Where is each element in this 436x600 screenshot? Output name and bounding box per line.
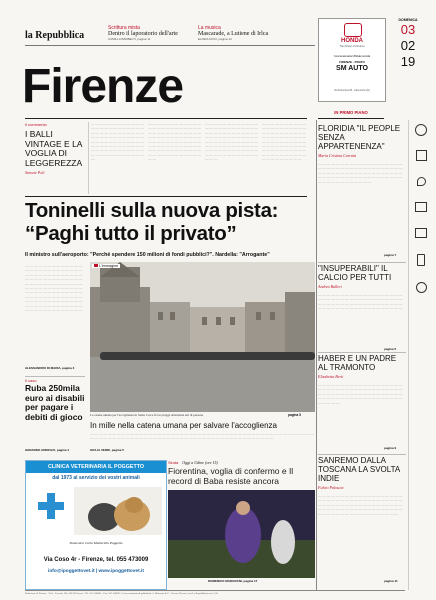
honda-footer: Via Fiorentina 65 - Calenzano (FI) xyxy=(334,89,370,92)
col1-text: Dentro il laporatorio dell'arte xyxy=(108,31,178,37)
masthead-col2 xyxy=(198,25,303,41)
right-s2-author: Andrea Bulleri xyxy=(318,284,342,289)
honda-logo-icon xyxy=(344,23,362,37)
right-story-2 xyxy=(318,264,406,343)
left-title: I BALLI VINTAGE E LA VOGLIA DI LEGGEREZZA xyxy=(25,129,83,168)
col1-title: Scrittura mista xyxy=(108,25,140,31)
right-s1-page: pagina 7 xyxy=(384,253,397,257)
right-s1-title: FLORIDIA "IL PEOPLE SENZA APPARTENENZA" xyxy=(318,124,401,151)
sport-title: Fiorentina, voglia di confermo e Il record di Baba resiste ancora xyxy=(168,466,294,486)
right-s3-author: Elisabetta Berti xyxy=(318,374,344,379)
in-primo-piano: IN PRIMO PIANO xyxy=(334,110,368,115)
right-s3-body: — — — — — — — — — — — — — — — — — — — — — — — — — — — — — — — — — — — — — — — — — — — — — — — — — — — — — — — — — — — — — — — — — — — — — — — — — — — — — — — — — xyxy=(318,383,403,405)
photo-tag xyxy=(92,264,120,268)
camera-icon xyxy=(94,264,98,267)
weather-icon xyxy=(415,124,427,136)
left-body-3: — — — — — — — — — — — — — — — — — — — — — — — — — — — — — — — — — — — — — — — — — — — — — — — — — — — — — — — — — — — — — — — — — — — — — — — — — — — — — — — — — — — — — — — — — — — — — — — — — — — xyxy=(205,122,259,162)
date-block xyxy=(388,18,428,70)
logo: la Repubblica xyxy=(25,30,85,41)
animals-photo xyxy=(74,487,162,535)
rapids-kicker: Il caso xyxy=(25,378,37,383)
sport-byline: DOMENICO MADGRANI, pagina 17 xyxy=(208,579,258,583)
col2-title: La musica xyxy=(198,25,221,31)
sub-body: — — — — — — — — — — — — — — — — — — — — — — — — — — — — — — — — — — — — — — — — — — — — — — — — — — — — — — — — — — — — — — — — — — — — — — — — — — — — — — — — — — — — — — — — — — — xyxy=(90,432,314,441)
right-story-3 xyxy=(318,354,406,441)
rapids-byline: GERARDO ADINOLFI, pagina 4 xyxy=(25,448,70,452)
book-icon xyxy=(415,202,427,212)
sport-story xyxy=(168,460,315,486)
right-s4-title: SANREMO DALLA TOSCANA LA SVOLTA INDIE xyxy=(318,456,400,483)
col2-byline: ELISRA DOCI, pagina 13 xyxy=(198,37,232,41)
phone-icon xyxy=(417,254,425,266)
right-s3-title: HABER E UN PADRE AL TRAMONTO xyxy=(318,354,397,372)
right-s1-author: Maria Cristina Carratù xyxy=(318,153,357,158)
col1-byline: CAMILLA BARBELTI, pagina 11 xyxy=(108,37,151,41)
rapids-title: Ruba 250mila euro ai disabili per pagare i debiti di gioco xyxy=(25,383,85,422)
left-author: Simone Poli xyxy=(25,170,45,175)
vet-title: CLINICA VETERINARIA IL POGGETTO xyxy=(26,461,166,473)
sport-kicker: Sinda xyxy=(168,460,179,465)
photo-tag-label: L'immagine xyxy=(99,264,119,268)
date-day: 03 xyxy=(400,22,416,37)
sport-tag: Oggi a Udine (ore 15) xyxy=(182,460,218,465)
photo-caption xyxy=(90,413,315,417)
photo-caption-text: La catena umana per l'accoglienza in Santa Croce fra le piogge abbondate ieri di persone xyxy=(90,413,204,417)
right-s1-body: — — — — — — — — — — — — — — — — — — — — — — — — — — — — — — — — — — — — — — — — — — — — — — — — — — — — — — — — — — — — — — — — — — — — — — — — — — — — — — — — — — — — — — — — xyxy=(318,162,403,184)
right-s4-body: — — — — — — — — — — — — — — — — — — — — — — — — — — — — — — — — — — — — — — — — — — — — — — — — — — — — — — — — — — — — — — — — — — — — — — — — — — — — — — — — — — — — — — — — — — — — — — xyxy=(318,494,403,516)
right-s2-body: — — — — — — — — — — — — — — — — — — — — — — — — — — — — — — — — — — — — — — — — — — — — — — — — — — — — — — — — — — — — — — — — — — — — — — — — — — — — xyxy=(318,293,403,311)
rapids-story xyxy=(25,378,87,422)
icon-column xyxy=(410,122,432,309)
sub-byline: GIULIA VERDI, pagina 5 xyxy=(90,448,124,452)
date-month: 02 xyxy=(400,38,416,53)
sport-photo xyxy=(168,490,315,578)
photo-page: pagina 5 xyxy=(288,413,301,417)
col2-text: Mascarade, a Lutiene di Irlca xyxy=(198,31,269,37)
right-s4-page: pagina 11 xyxy=(384,579,398,583)
left-body-2: — — — — — — — — — — — — — — — — — — — — — — — — — — — — — — — — — — — — — — — — — — — — — — — — — — — — — — — — — — — — — — — — — — — — — — — — — — — — — — — — — — — — — — — — — — — — — — — — — — xyxy=(148,122,202,162)
honda-dealer: SM AUTO xyxy=(336,65,368,72)
right-s3-page: pagina 9 xyxy=(384,446,397,450)
honda-brand: HONDA xyxy=(341,38,363,44)
honda-sub: The Power of Dreams xyxy=(339,45,365,48)
right-s2-page: pagina 5 xyxy=(384,347,397,351)
main-photo xyxy=(90,262,315,412)
honda-ad xyxy=(318,18,386,102)
masthead-col1 xyxy=(108,25,193,41)
vet-address: Via Coso 4r - Firenze, tel. 055 473009 xyxy=(43,557,149,563)
calendar-icon xyxy=(416,150,427,161)
main-headline-1: Toninelli sulla nuova pista: xyxy=(25,199,279,222)
pin-icon xyxy=(417,177,426,186)
main-body: — — — — — — — — — — — — — — — — — — — — — — — — — — — — — — — — — — — — — — — — — — — — — — — — — — — — — — — — — — — — — — — — — — — — — — — — — — — — — — — — — — — — — — — — — — — — — — — — — — — — — — — — — — — — — — — — — — — — — — — — — — — — — — — — — — — — — — — — — — — — — — — xyxy=(25,264,83,313)
vet-cross-icon xyxy=(36,491,66,521)
vet-partner: Domenico Carlo Monticello Poggetto xyxy=(69,541,123,545)
main-body-byline: ALESSANDRO DI MARIA, pagina 3 xyxy=(25,366,75,370)
right-story-4 xyxy=(318,456,406,578)
clock-icon xyxy=(416,282,427,293)
city-title: Firenze xyxy=(22,60,184,113)
weekday: DOMENICA xyxy=(398,18,418,22)
right-s2-title: "INSUPERABILI" IL CALCIO PER TUTTI xyxy=(318,264,392,282)
date-year: 19 xyxy=(400,54,416,69)
right-story-1 xyxy=(318,124,406,234)
main-headline-2: “Paghi tutto il privato” xyxy=(25,222,237,245)
film-icon xyxy=(415,228,427,238)
honda-dealer-small: Concessionaria Ufficiale Honda xyxy=(333,55,371,58)
main-summary: Il ministro sull'aeroporto: "Perché spendere 150 milioni di fondi pubblici?". Nardella: "Arrogante" xyxy=(25,252,270,258)
sport-kicker-row xyxy=(168,460,315,465)
left-kicker: Il commento xyxy=(25,122,47,127)
honda-dealer-city: FIRENZE - PRATO xyxy=(339,60,365,64)
vet-banner: dal 1973 al servizio dei vostri animali xyxy=(52,475,140,481)
left-body-1: — — — — — — — — — — — — — — — — — — — — — — — — — — — — — — — — — — — — — — — — — — — — — — — — — — — — — — — — — — — — — — — — — — — — — — — — — — — — — — — — — — — — — — — — — — — — — — — — — xyxy=(91,122,145,162)
left-story xyxy=(25,122,85,175)
vet-ad xyxy=(25,460,167,590)
sub-headline: In mille nella catena umana per salvare l'accoglienza xyxy=(90,421,277,430)
left-body-4: — — — — — — — — — — — — — — — — — — — — — — — — — — — — — — — — — — — — — — — — — — — — — — — — — — — — — — — — — — — — — — — — — — — — — — — — — — — — — — — — — — — — — — — — — xyxy=(262,122,307,162)
right-s4-author: Fulvio Paloscia xyxy=(318,485,344,490)
footer: Redazione di Firenze - Via L. Foscolo 160, 50124 Firenze - Tel. 055 506901 - Fax. 055 506930 - Concessionaria di pubblicità: A. Manzoni & C. - Prezzi: Firenze (con La Repubblica) euro 1,50 xyxy=(25,592,218,595)
vet-emails: info@ipoggettovet.it | www.ipoggettovet.it xyxy=(48,569,144,574)
